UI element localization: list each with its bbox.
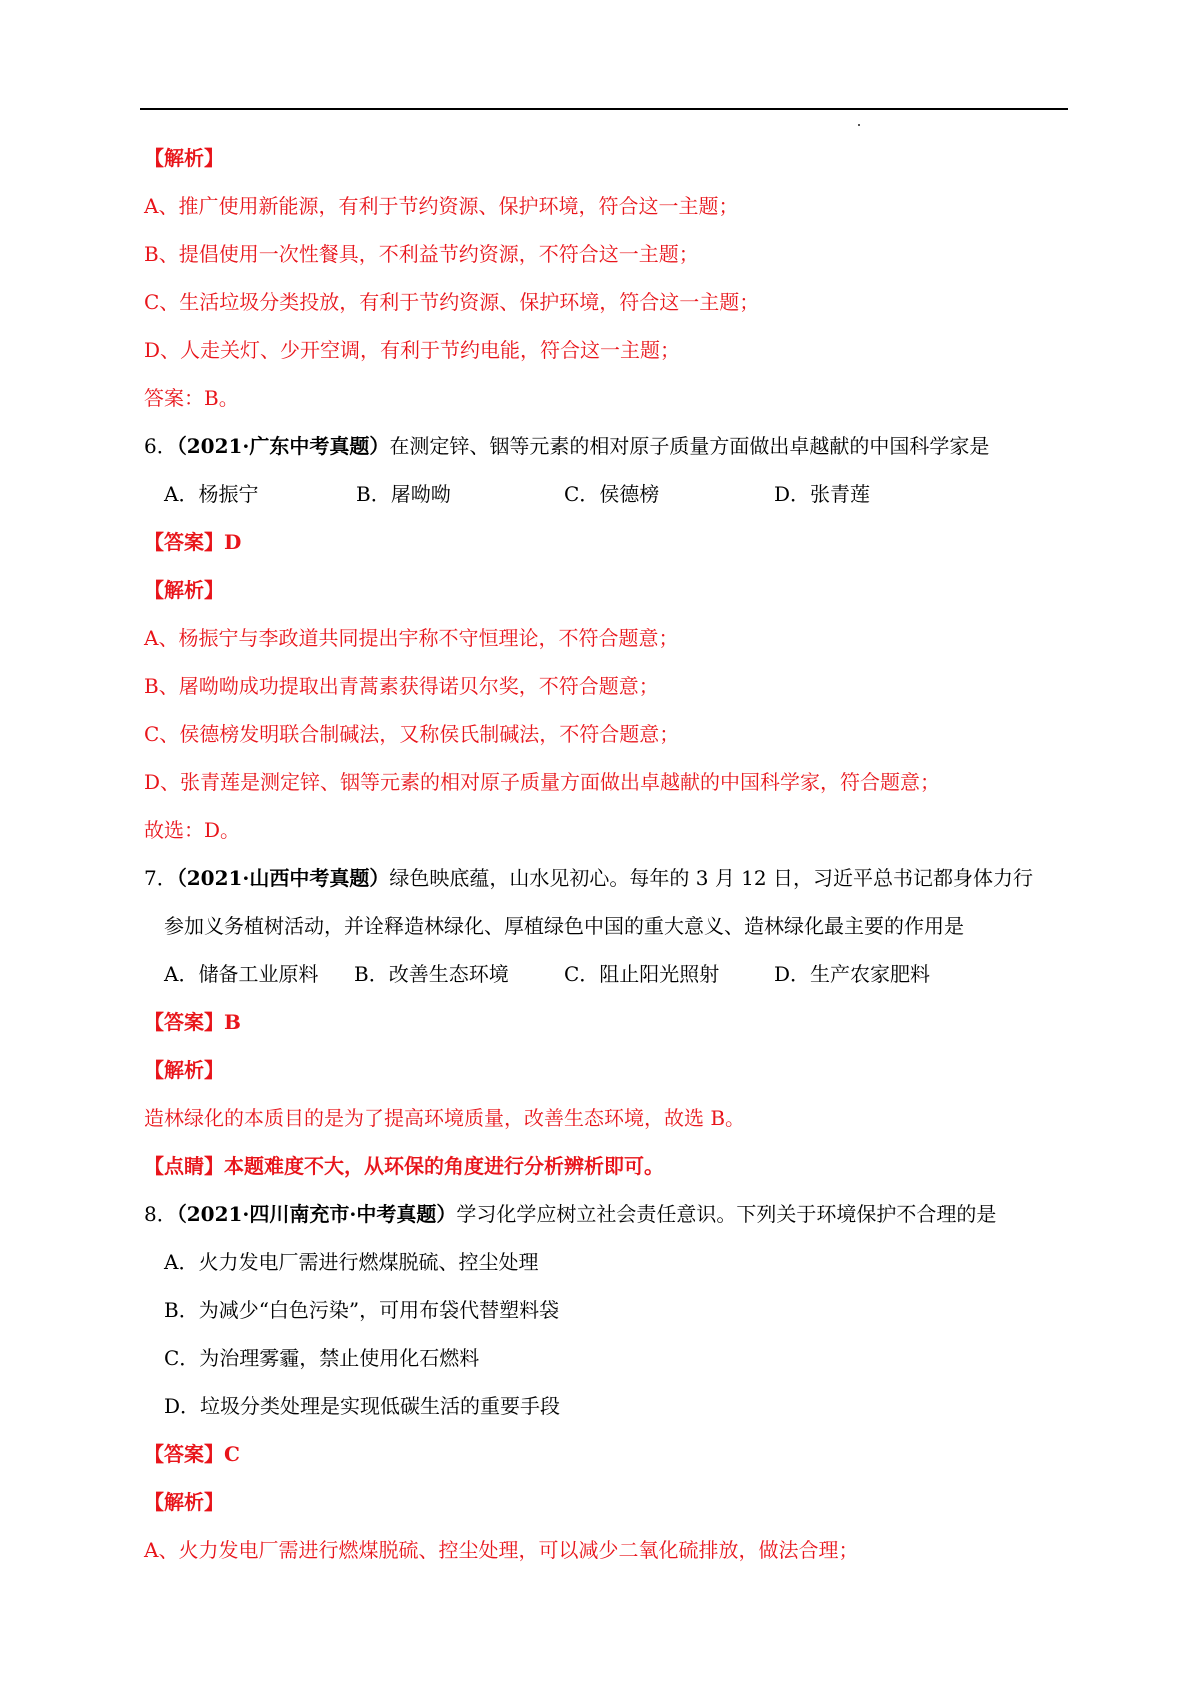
- q8-answer-value: C: [224, 1442, 240, 1466]
- speck-mark: [858, 124, 860, 126]
- q7-answer: [144, 1008, 241, 1036]
- q7-number: 7．: [144, 866, 177, 890]
- q8-stem: [144, 1200, 996, 1228]
- q5-analysis-c: C、生活垃圾分类投放，有利于节约资源、保护环境，符合这一主题；: [144, 290, 760, 314]
- q6-answer-value: D: [224, 530, 242, 554]
- q8-option-c: C．为治理雾霾，禁止使用化石燃料: [164, 1346, 480, 1370]
- q6-analysis-a: A、杨振宁与李政道共同提出宇称不守恒理论，不符合题意；: [144, 626, 679, 650]
- q7-option-d: D．生产农家肥料: [774, 962, 931, 986]
- analysis-label: 【解析】: [144, 578, 224, 602]
- q5-conclusion: 答案：B。: [144, 386, 239, 410]
- q6-analysis-b: B、屠呦呦成功提取出青蒿素获得诺贝尔奖，不符合题意；: [144, 674, 659, 698]
- pointing-label: 【点睛】: [144, 1154, 224, 1178]
- q7-pointing: [144, 1152, 664, 1180]
- q8-analysis-a: A、火力发电厂需进行燃煤脱硫、控尘处理，可以减少二氧化硫排放，做法合理；: [144, 1538, 859, 1562]
- q6-option-d: D．张青莲: [774, 482, 871, 506]
- q8-option-b: B．为减少“白色污染”，可用布袋代替塑料袋: [164, 1298, 560, 1322]
- q6-analysis-d: D、张青莲是测定锌、铟等元素的相对原子质量方面做出卓越献的中国科学家，符合题意；: [144, 770, 941, 794]
- q6-conclusion: 故选：D。: [144, 818, 241, 842]
- analysis-label: 【解析】: [144, 146, 224, 170]
- q7-pointing-text: 本题难度不大，从环保的角度进行分析辨析即可。: [224, 1154, 664, 1178]
- q7-option-a: A．储备工业原料: [164, 962, 319, 986]
- q7-stem-text: 绿色映底蕴，山水见初心。每年的 3 月 12 日，习近平总书记都身体力行: [389, 866, 1033, 890]
- q8-answer: [144, 1440, 240, 1468]
- q5-analysis-d: D、人走关灯、少开空调，有利于节约电能，符合这一主题；: [144, 338, 681, 362]
- answer-label: 【答案】: [144, 530, 224, 554]
- q7-option-b: B．改善生态环境: [354, 962, 509, 986]
- q7-option-c: C．阻止阳光照射: [564, 962, 720, 986]
- q6-stem-text: 在测定锌、铟等元素的相对原子质量方面做出卓越献的中国科学家是: [389, 434, 990, 458]
- q8-number: 8．: [144, 1202, 177, 1226]
- q7-analysis: 造林绿化的本质目的是为了提高环境质量，改善生态环境，故选 B。: [144, 1106, 746, 1130]
- q8-stem-text: 学习化学应树立社会责任意识。下列关于环境保护不合理的是: [456, 1202, 997, 1226]
- q6-stem: [144, 432, 989, 460]
- q5-analysis-a: A、推广使用新能源，有利于节约资源、保护环境，符合这一主题；: [144, 194, 739, 218]
- q7-options: [164, 960, 1044, 988]
- q6-source: （2021·广东中考真题）: [176, 434, 390, 458]
- q6-option-a: A．杨振宁: [164, 482, 259, 506]
- analysis-label: 【解析】: [144, 1058, 224, 1082]
- header-rule: [140, 108, 1068, 110]
- q8-option-a: A．火力发电厂需进行燃煤脱硫、控尘处理: [164, 1250, 539, 1274]
- answer-label: 【答案】: [144, 1442, 224, 1466]
- q5-analysis-b: B、提倡使用一次性餐具，不利益节约资源，不符合这一主题；: [144, 242, 699, 266]
- q7-answer-value: B: [224, 1010, 241, 1034]
- q6-option-c: C．侯德榜: [564, 482, 660, 506]
- answer-label: 【答案】: [144, 1010, 224, 1034]
- q6-answer: [144, 528, 241, 556]
- q6-analysis-label: [144, 576, 224, 604]
- q8-source: （2021·四川南充市·中考真题）: [176, 1202, 457, 1226]
- q7-stem-line1: [144, 864, 1033, 892]
- q6-options: [164, 480, 1044, 508]
- q7-stem-line2: 参加义务植树活动，并诠释造林绿化、厚植绿色中国的重大意义、造林绿化最主要的作用是: [164, 914, 964, 938]
- q5-analysis-label: [144, 144, 224, 172]
- q8-analysis-label: [144, 1488, 224, 1516]
- q6-number: 6．: [144, 434, 177, 458]
- q7-analysis-label: [144, 1056, 224, 1084]
- analysis-label: 【解析】: [144, 1490, 224, 1514]
- q6-analysis-c: C、侯德榜发明联合制碱法，又称侯氏制碱法，不符合题意；: [144, 722, 680, 746]
- q7-source: （2021·山西中考真题）: [176, 866, 390, 890]
- q8-option-d: D．垃圾分类处理是实现低碳生活的重要手段: [164, 1394, 561, 1418]
- q6-option-b: B．屠呦呦: [356, 482, 451, 506]
